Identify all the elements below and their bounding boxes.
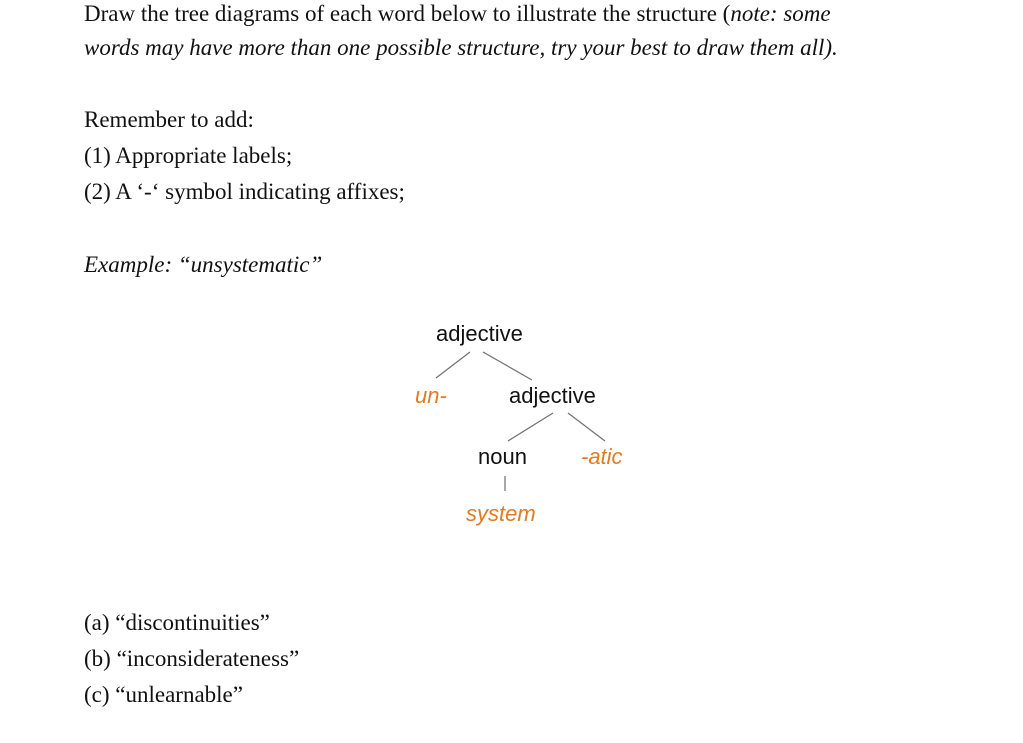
remember-heading: Remember to add: [84,107,254,132]
tree-node-root-adjective: adjective [436,321,523,346]
requirement-labels: (1) Appropriate labels; [84,143,293,168]
tree-node-inner-adjective: adjective [509,383,596,408]
requirement-affix-symbol: (2) A ‘-‘ symbol indicating affixes; [84,179,405,204]
instruction-note-start: note: some [730,1,831,26]
branch-root-to-prefix [436,352,470,378]
branch-root-to-inner-adjective [483,352,532,380]
tree-node-stem: system [466,501,536,526]
task-item-c: (c) “unlearnable” [84,682,243,707]
branch-inner-adjective-to-suffix [568,413,605,441]
tree-node-prefix: un- [415,383,447,408]
instruction-text: Draw the tree diagrams of each word below to illustrate the structure ( [84,1,731,26]
task-item-a: (a) “discontinuities” [84,610,270,635]
branch-inner-adjective-to-noun [508,413,553,441]
tree-node-suffix: -atic [581,444,623,469]
tree-node-noun: noun [478,444,527,469]
task-item-b: (b) “inconsiderateness” [84,646,300,671]
instruction-line-2: words may have more than one possible structure, try your best to draw them all). [84,35,838,60]
example-label: Example: “unsystematic” [84,252,323,277]
